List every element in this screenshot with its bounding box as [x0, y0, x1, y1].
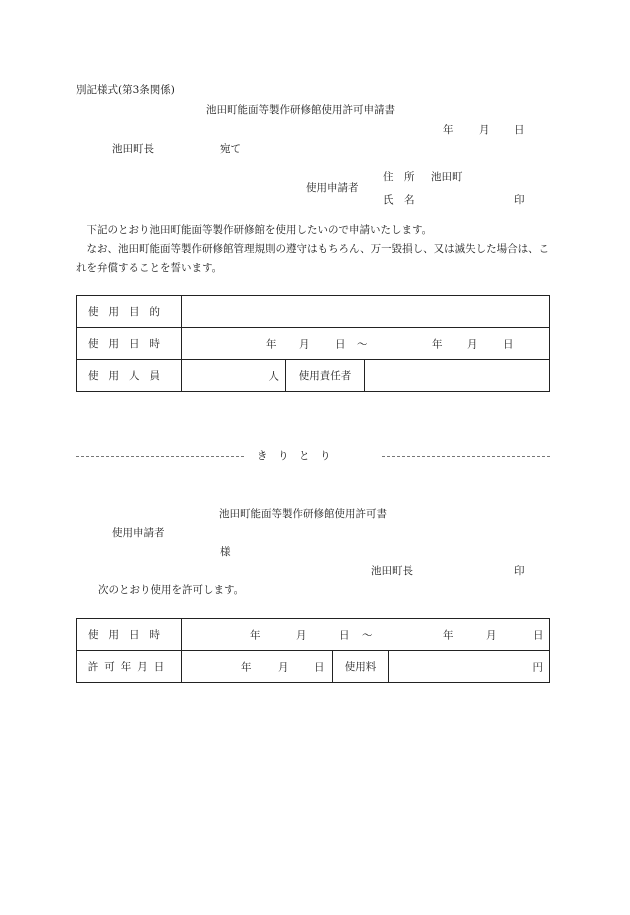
permit-date-label: 許可年月日	[87, 661, 171, 673]
table-row	[77, 619, 550, 651]
addressee: 池田町長	[112, 143, 154, 155]
datetime-input-cell[interactable]	[182, 328, 550, 360]
request-body	[76, 221, 556, 278]
fee-input-cell[interactable]	[389, 651, 550, 683]
permit-applicant-label: 使用申請者	[112, 527, 165, 539]
table-row	[77, 328, 550, 360]
issuer: 池田町長	[371, 565, 413, 577]
fee-label-cell	[333, 651, 389, 683]
name-label: 氏 名	[383, 194, 415, 206]
request-paragraph-1: 下記のとおり池田町能面等製作研修館を使用したいので申請いたします。	[86, 224, 433, 236]
month-2: 月	[486, 629, 497, 641]
purpose-input-cell[interactable]	[182, 296, 550, 328]
datetime-label: 使用日時	[88, 338, 170, 350]
range-tilde: ～	[362, 629, 373, 641]
addressee-suffix: 宛て	[220, 143, 241, 155]
day-2: 日	[533, 629, 544, 641]
headcount-label-cell	[77, 360, 182, 392]
purpose-label-cell	[77, 296, 182, 328]
cut-line-right	[382, 456, 550, 457]
date-year: 年	[443, 124, 454, 136]
fee-label: 使用料	[344, 661, 377, 673]
permit-day: 日	[314, 661, 325, 673]
date-month: 月	[479, 124, 490, 136]
permit-month: 月	[278, 661, 289, 673]
day-1: 日	[335, 338, 346, 350]
application-table	[76, 295, 550, 392]
table-row	[77, 296, 550, 328]
headcount-label: 使用人員	[88, 370, 170, 382]
headcount-unit: 人	[268, 370, 279, 382]
month-1: 月	[299, 338, 310, 350]
issuer-seal-mark: 印	[514, 565, 525, 577]
responsible-label-cell	[286, 360, 365, 392]
permit-year: 年	[241, 661, 252, 673]
cut-label: き り と り	[257, 450, 331, 462]
table-row	[77, 360, 550, 392]
range-tilde: ～	[357, 338, 368, 350]
table-row	[77, 651, 550, 683]
month-1: 月	[296, 629, 307, 641]
responsible-input-cell[interactable]	[365, 360, 550, 392]
month-2: 月	[467, 338, 478, 350]
honorific: 様	[220, 546, 231, 558]
address-value: 池田町	[431, 171, 463, 183]
seal-mark: 印	[514, 194, 525, 206]
headcount-input-cell[interactable]	[182, 360, 286, 392]
permit-table	[76, 618, 550, 683]
request-paragraph-2: なお、池田町能面等製作研修館管理規則の遵守はもちろん、万一毀損し、又は滅失した場合は、これを弁償することを誓います。	[76, 243, 550, 274]
permit-date-input-cell[interactable]	[182, 651, 333, 683]
page-title: 池田町能面等製作研修館使用許可申請書	[206, 104, 395, 116]
applicant-label: 使用申請者	[306, 182, 359, 194]
address-label: 住 所	[383, 171, 415, 183]
year-1: 年	[266, 338, 277, 350]
year-1: 年	[250, 629, 261, 641]
permit-datetime-label-cell	[77, 619, 182, 651]
fee-unit: 円	[532, 661, 544, 673]
year-2: 年	[432, 338, 443, 350]
year-2: 年	[443, 629, 454, 641]
responsible-label: 使用責任者	[298, 370, 352, 382]
purpose-label: 使用目的	[88, 306, 170, 318]
datetime-label-cell	[77, 328, 182, 360]
permit-date-label-cell	[77, 651, 182, 683]
permit-statement: 次のとおり使用を許可します。	[98, 584, 245, 596]
form-label: 別記様式(第3条関係)	[76, 84, 175, 96]
date-day: 日	[514, 124, 525, 136]
permit-title: 池田町能面等製作研修館使用許可書	[219, 508, 387, 520]
cut-line-left	[76, 456, 244, 457]
day-2: 日	[503, 338, 514, 350]
day-1: 日	[339, 629, 350, 641]
permit-datetime-input-cell[interactable]	[182, 619, 550, 651]
permit-datetime-label: 使用日時	[88, 629, 170, 641]
